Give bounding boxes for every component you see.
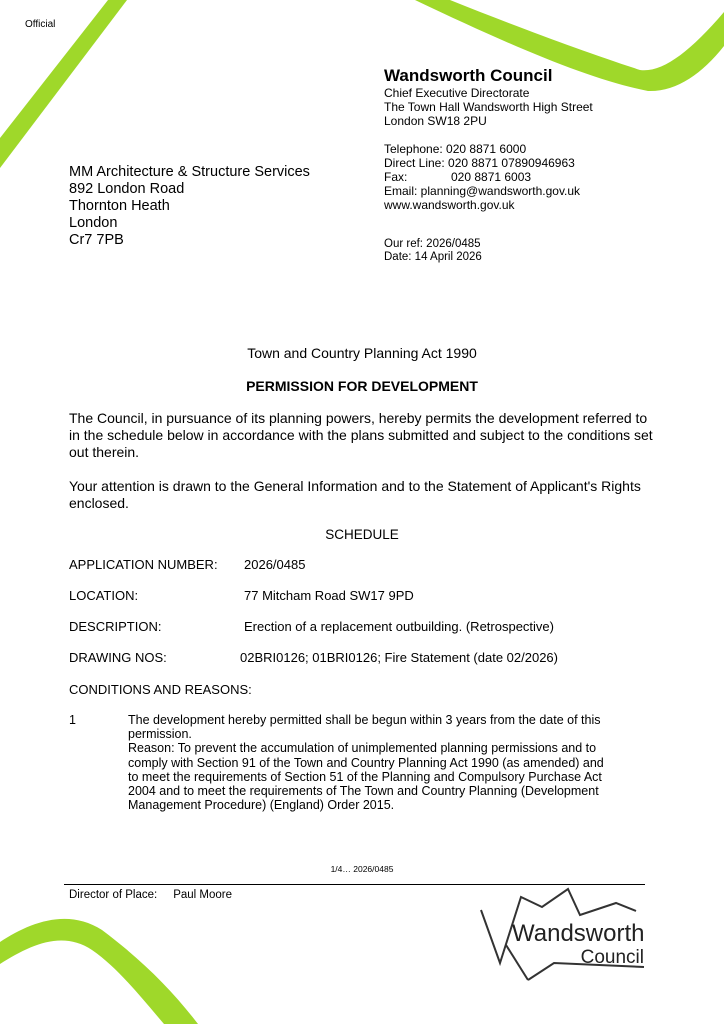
condition-text: [128, 713, 608, 812]
recipient-line: Cr7 7PB: [69, 232, 124, 248]
our-ref: Our ref: 2026/0485: [384, 238, 481, 250]
director-label: Director of Place:: [69, 889, 158, 901]
logo-text-line1: Wandsworth: [512, 920, 645, 947]
schedule-label-drawing-nos: DRAWING NOS:: [69, 650, 167, 665]
condition-statement: The development hereby permitted shall be begun within 3 years from the date of this permission.: [128, 713, 601, 742]
fax-value: 020 8871 6003: [451, 170, 532, 184]
condition-reason: Reason: To prevent the accumulation of unimplemented planning permissions and to comply with Section 91 of the Town and Country Planning Act 1990 (as amended) and to meet the requirements of Section 51 of the Planning and Compulsory Purchase Act 2004 and to meet the requirements of The Town and Country Planning (Development Management Procedure) (England) Order 2015.: [128, 741, 604, 813]
council-address-line2: London SW18 2PU: [384, 114, 487, 128]
wandsworth-council-logo: [476, 885, 651, 985]
swoosh-top-left: [0, 0, 127, 168]
swoosh-bottom-left: [0, 919, 198, 1024]
page-indicator: 1/4… 2026/0485: [330, 864, 394, 874]
conditions-heading: CONDITIONS AND REASONS:: [69, 682, 252, 697]
email-link[interactable]: Email: planning@wandsworth.gov.uk: [384, 184, 581, 198]
schedule-value-application-number: 2026/0485: [244, 557, 306, 572]
recipient-address: [69, 164, 310, 249]
fax-row: [384, 170, 593, 184]
schedule-label-location: LOCATION:: [69, 588, 139, 603]
condition-number: 1: [69, 713, 76, 727]
classification-label: Official: [25, 19, 56, 30]
schedule-value-drawing-nos: 02BRI0126; 01BRI0126; Fire Statement (date 02/2026): [240, 650, 558, 665]
document-title: PERMISSION FOR DEVELOPMENT: [246, 378, 478, 394]
recipient-line: London: [69, 215, 118, 231]
director-name: Paul Moore: [173, 889, 233, 901]
council-name: Wandsworth Council: [384, 66, 553, 85]
reference-block: [384, 238, 482, 264]
directorate: Chief Executive Directorate: [384, 86, 530, 100]
website-link[interactable]: www.wandsworth.gov.uk: [384, 198, 515, 212]
recipient-line: MM Architecture & Structure Services: [69, 164, 310, 180]
telephone: Telephone: 020 8871 6000: [384, 142, 527, 156]
intro-paragraph: The Council, in pursuance of its planning powers, hereby permits the development referred to in the schedule below in accordance with the plans submitted and subject to the conditions set out therein.: [69, 410, 653, 460]
schedule-label-description: DESCRIPTION:: [69, 619, 162, 634]
act-heading: Town and Country Planning Act 1990: [247, 345, 477, 361]
direct-line: Direct Line: 020 8871 07890946963: [384, 156, 575, 170]
letter-date: Date: 14 April 2026: [384, 251, 482, 263]
logo-text-line2: Council: [580, 947, 644, 968]
council-address-line1: The Town Hall Wandsworth High Street: [384, 100, 593, 114]
schedule-heading: SCHEDULE: [325, 527, 399, 542]
fax-label: Fax:: [384, 170, 408, 184]
schedule-label-application-number: APPLICATION NUMBER:: [69, 557, 218, 572]
recipient-line: Thornton Heath: [69, 198, 170, 214]
director-line: [69, 889, 232, 901]
schedule-value-location: 77 Mitcham Road SW17 9PD: [244, 588, 414, 603]
attention-paragraph: Your attention is drawn to the General Information and to the Statement of Applicant's Rights enclosed.: [69, 478, 641, 511]
council-letterhead: [384, 66, 593, 212]
schedule-value-description: Erection of a replacement outbuilding. (Retrospective): [244, 619, 554, 634]
recipient-line: 892 London Road: [69, 181, 185, 197]
